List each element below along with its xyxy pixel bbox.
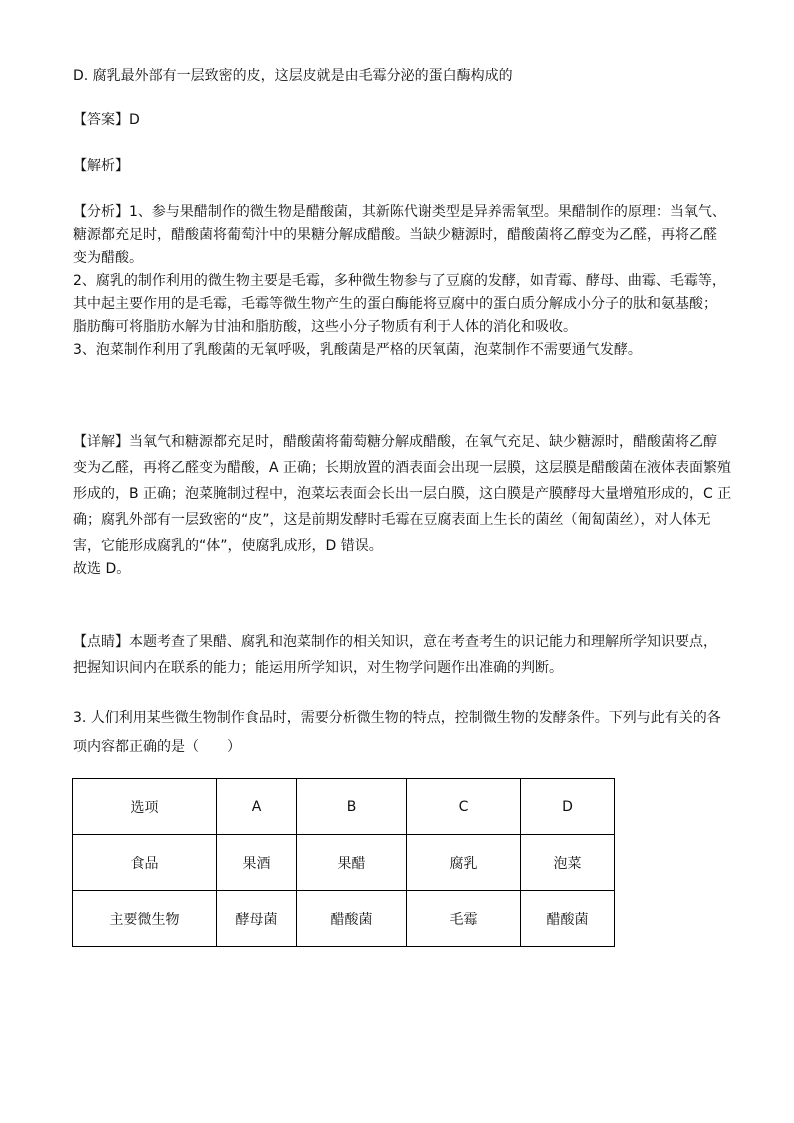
- analysis-xiangjie: [73, 432, 732, 579]
- fenxi-line: 变为醋酸。: [73, 250, 143, 266]
- table-cell: 主要微生物: [73, 891, 217, 947]
- table-cell: 泡菜: [521, 835, 615, 891]
- table-cell: 毛霉: [407, 891, 521, 947]
- options-table: [72, 778, 615, 947]
- question-3-line: 3. 人们利用某些微生物制作食品时，需要分析微生物的特点，控制微生物的发酵条件。下列与此有关的各: [73, 710, 721, 726]
- table-cell: 食品: [73, 835, 217, 891]
- xiangjie-line: 形成的，B 正确；泡菜腌制过程中，泡菜坛表面会长出一层白膜，这白膜是产膜酵母大量增殖形成的，C 正: [73, 486, 732, 502]
- table-cell: 醋酸菌: [297, 891, 407, 947]
- table-row: [73, 779, 615, 835]
- question-3: [73, 708, 723, 757]
- answer-line: 【答案】D: [73, 112, 140, 128]
- table-cell: D: [521, 779, 615, 835]
- xiangjie-line: 【详解】当氧气和糖源都充足时，醋酸菌将葡萄糖分解成醋酸，在氧气充足、缺少糖源时，醋酸菌将乙醇: [73, 434, 717, 450]
- option-d-text: D. 腐乳最外部有一层致密的皮，这层皮就是由毛霉分泌的蛋白酶构成的: [73, 68, 513, 84]
- dianjing-line: 把握知识间内在联系的能力；能运用所学知识，对生物学问题作出准确的判断。: [73, 660, 563, 676]
- table-row: [73, 835, 615, 891]
- fenxi-line: 【分析】1、参与果醋制作的微生物是醋酸菌，其新陈代谢类型是异养需氧型。果醋制作的原理：当氧气、: [73, 204, 726, 220]
- xiangjie-line: 害，它能形成腐乳的“体”，使腐乳成形，D 错误。: [73, 538, 383, 554]
- dianjing-line: 【点睛】本题考查了果醋、腐乳和泡菜制作的相关知识，意在考查考生的识记能力和理解所学知识要点，: [73, 634, 717, 650]
- question-3-line: 项内容都正确的是（ ）: [73, 739, 241, 755]
- fenxi-line: 脂肪酶可将脂肪水解为甘油和脂肪酸，这些小分子物质有利于人体的消化和吸收。: [73, 319, 577, 335]
- table-cell: 酵母菌: [217, 891, 297, 947]
- table-cell: C: [407, 779, 521, 835]
- table-cell: 醋酸菌: [521, 891, 615, 947]
- table-cell: 果醋: [297, 835, 407, 891]
- fenxi-line: 其中起主要作用的是毛霉，毛霉等微生物产生的蛋白酶能将豆腐中的蛋白质分解成小分子的肽和氨基酸；: [73, 296, 717, 312]
- fenxi-line: 2、腐乳的制作利用的微生物主要是毛霉，多种微生物参与了豆腐的发酵，如青霉、酵母、曲霉、毛霉等，: [73, 273, 726, 289]
- analysis-heading: 【解析】: [73, 158, 129, 174]
- table-row: [73, 891, 615, 947]
- xiangjie-line: 变为乙醛，再将乙醛变为醋酸，A 正确；长期放置的酒表面会出现一层膜，这层膜是醋酸菌在液体表面繁殖: [73, 460, 732, 476]
- table-cell: 腐乳: [407, 835, 521, 891]
- fenxi-line: 3、泡菜制作利用了乳酸菌的无氧呼吸，乳酸菌是严格的厌氧菌，泡菜制作不需要通气发酵。: [73, 342, 642, 358]
- analysis-fenxi: [73, 202, 726, 360]
- table-cell: 果酒: [217, 835, 297, 891]
- table-cell: 选项: [73, 779, 217, 835]
- table-cell: B: [297, 779, 407, 835]
- analysis-dianjing: [73, 632, 723, 678]
- table-cell: A: [217, 779, 297, 835]
- xiangjie-line: 确；腐乳外部有一层致密的“皮”，这是前期发酵时毛霉在豆腐表面上生长的菌丝（匍匐菌丝），对人体无: [73, 512, 711, 528]
- xiangjie-line: 故选 D。: [73, 561, 131, 577]
- fenxi-line: 糖源都充足时，醋酸菌将葡萄汁中的果糖分解成醋酸。当缺少糖源时，醋酸菌将乙醇变为乙醛，再将乙醛: [73, 227, 717, 243]
